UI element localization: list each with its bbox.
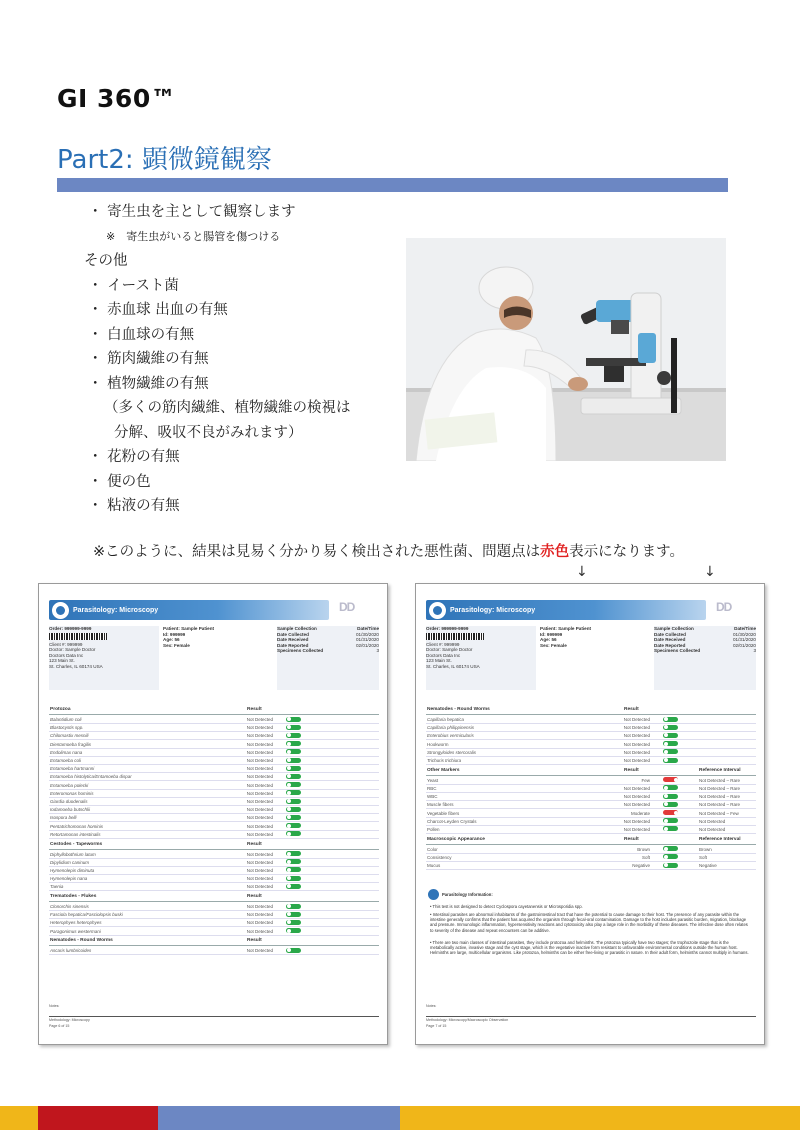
- barcode-icon: [426, 633, 484, 640]
- result-value: Not Detected: [623, 717, 650, 722]
- table-row: [49, 947, 379, 956]
- result-value: Brown: [637, 846, 650, 852]
- organism-name: Hymenolepis nana: [50, 876, 88, 882]
- barcode-icon: [49, 633, 107, 640]
- reference-interval: Not Detected: [699, 818, 726, 824]
- info-title: Parasitology Information:: [442, 892, 493, 897]
- organism-name: Strongyloides stercoralis: [427, 749, 477, 755]
- brand-logo: DD: [339, 600, 355, 614]
- methodology: Methodology: Microscopy/Macroscopic Observation: [426, 1018, 509, 1022]
- flag-normal-icon: [286, 815, 301, 820]
- list-item: ・ 寄生虫を主として観察します: [88, 204, 296, 220]
- report-page-right: [415, 583, 765, 1045]
- flag-normal-icon: [286, 807, 301, 812]
- reference-interval: Negative: [699, 863, 717, 868]
- feature-list: [84, 200, 408, 519]
- flag-normal-icon: [663, 794, 678, 799]
- page-title: GI 360™: [57, 84, 177, 113]
- report-page-left: [38, 583, 388, 1045]
- result-value: Not Detected: [246, 867, 273, 873]
- report-title: Parasitology: Microscopy: [73, 607, 159, 614]
- organism-name: Diphyllobothrium latum: [50, 851, 96, 857]
- organism-name: Trichuris trichiura: [427, 758, 462, 763]
- footer-stripe-yellow: [0, 1106, 38, 1130]
- report-title: Parasitology: Microscopy: [450, 607, 536, 614]
- result-column-header: Result: [624, 836, 639, 842]
- result-value: Not Detected: [623, 802, 650, 808]
- list-item-continuation: 分解、吸収不良がみれます）: [114, 424, 303, 441]
- section-title: Protozoa: [50, 707, 71, 712]
- table-row: [49, 883, 379, 892]
- list-item: ・ 赤血球 出血の有無: [88, 302, 228, 318]
- callout-text: ※このように、結果は見易く分かり易く検出された悪性菌、問題点は赤色表示になります。: [93, 544, 684, 560]
- arrow-down-icon: ↓: [704, 564, 716, 580]
- reference-interval: Soft: [699, 854, 708, 860]
- collection-block: Sample Collection Date/Time Date Collected 01/30/2020 Date Received 01/31/2020 Date Reported 02/01/2020 Specimens Collected 3: [277, 626, 379, 690]
- table-row: [426, 862, 756, 871]
- reference-interval: Not Detected – Rare: [699, 785, 741, 791]
- flag-normal-icon: [286, 876, 301, 881]
- result-value: Not Detected: [623, 725, 650, 731]
- flag-normal-icon: [663, 818, 678, 823]
- page-number: Page 6 of 15: [49, 1024, 70, 1028]
- organism-name: RBC: [427, 785, 437, 791]
- flag-normal-icon: [286, 717, 301, 722]
- result-column-header: Result: [624, 707, 639, 712]
- section-title: Cestodes - Tapeworms: [50, 841, 103, 847]
- list-item: ・ イースト菌: [88, 277, 179, 294]
- result-value: Not Detected: [246, 851, 273, 857]
- footer-stripe-yellow: [400, 1106, 800, 1130]
- result-value: Not Detected: [246, 766, 273, 772]
- organism-name: Capillaria hepatica: [427, 717, 465, 722]
- section-title: Nematodes - Round Worms: [50, 938, 113, 944]
- patient-block: Patient: Sample Patient Id: 999999 Age: 56 Sex: Female: [163, 626, 273, 690]
- callout-red-word: 赤色: [540, 544, 570, 560]
- list-item: ・ 筋肉繊維の有無: [88, 351, 209, 367]
- result-value: Not Detected: [246, 884, 273, 890]
- flag-normal-icon: [663, 725, 678, 730]
- reference-column-header: Reference Interval: [699, 836, 741, 842]
- section-header: [49, 893, 379, 902]
- result-column-header: Result: [247, 707, 262, 712]
- flag-normal-icon: [286, 884, 301, 889]
- flag-normal-icon: [663, 863, 678, 868]
- footer-divider: [426, 1016, 756, 1017]
- section-title: Nematodes - Round Worms: [427, 707, 490, 712]
- result-value: Not Detected: [246, 774, 273, 780]
- result-value: Not Detected: [623, 749, 650, 755]
- result-column-header: Result: [247, 841, 262, 847]
- lab-logo-icon: [428, 601, 447, 620]
- organism-name: Giardia duodenalis: [50, 799, 88, 804]
- result-value: Not Detected: [246, 859, 273, 865]
- organism-name: Consistency: [427, 854, 452, 860]
- organism-name: Fasciola hepatica/Fasciolopsis buski: [50, 912, 123, 918]
- patient-block: Patient: Sample Patient Id: 999999 Age: 56 Sex: Female: [540, 626, 650, 690]
- organism-name: Mucus: [427, 863, 441, 868]
- list-item: ・ 花粉の有無: [88, 449, 180, 465]
- organism-name: Enteromonas hominis: [50, 790, 94, 796]
- flag-normal-icon: [286, 851, 301, 856]
- result-value: Negative: [632, 863, 650, 868]
- organism-name: Entamoeba histolytica/Entamoeba dispar: [50, 774, 132, 780]
- list-heading: その他: [84, 253, 128, 269]
- result-value: Not Detected: [246, 815, 273, 821]
- flag-normal-icon: [286, 823, 301, 828]
- organism-name: Vegetable fibers: [427, 810, 460, 816]
- flag-normal-icon: [663, 733, 678, 738]
- flag-normal-icon: [286, 782, 301, 787]
- organism-name: Color: [427, 846, 438, 852]
- result-value: Not Detected: [246, 799, 273, 804]
- organism-name: Iodamoeba butschlii: [50, 807, 91, 813]
- reference-column-header: Reference Interval: [699, 767, 741, 773]
- page-number: Page 7 of 15: [426, 1024, 447, 1028]
- result-value: Not Detected: [246, 717, 273, 722]
- brand-logo: DD: [716, 600, 732, 614]
- organism-name: Pollen: [427, 826, 440, 832]
- result-value: Not Detected: [623, 741, 650, 747]
- list-item: ・ 粘液の有無: [88, 498, 180, 514]
- result-value: Not Detected: [246, 948, 273, 954]
- result-value: Not Detected: [246, 920, 273, 926]
- organism-name: Entamoeba coli: [50, 758, 82, 763]
- flag-normal-icon: [286, 912, 301, 917]
- result-value: Not Detected: [246, 782, 273, 788]
- organism-name: Endolimax nana: [50, 749, 83, 755]
- section-title: Other Markers: [427, 767, 460, 773]
- result-value: Not Detected: [246, 733, 273, 739]
- flag-normal-icon: [286, 831, 301, 836]
- flag-normal-icon: [286, 758, 301, 763]
- reference-interval: Brown: [699, 846, 712, 852]
- organism-name: Heterophyes heterophyes: [50, 920, 102, 926]
- section-title: Trematodes - Flukes: [50, 894, 97, 899]
- result-value: Not Detected: [623, 818, 650, 824]
- organism-name: Yeast: [427, 777, 439, 783]
- section-header: [49, 937, 379, 946]
- lab-logo-icon: [51, 601, 70, 620]
- flag-normal-icon: [663, 785, 678, 790]
- result-value: Not Detected: [246, 823, 273, 829]
- flag-normal-icon: [286, 741, 301, 746]
- flag-normal-icon: [286, 799, 301, 804]
- footer-stripe-red: [38, 1106, 158, 1130]
- flag-normal-icon: [663, 758, 678, 763]
- result-value: Soft: [641, 854, 650, 860]
- order-block: Order: 999999-9999 Client #: 999999 Doctor: Sample Doctor Doctors Data Inc 123 Main St. St. Charles, IL 60174 USA: [426, 626, 536, 690]
- result-value: Not Detected: [623, 826, 650, 832]
- organism-name: Dipylidium caninum: [50, 859, 90, 865]
- flag-abnormal-icon: [663, 777, 678, 782]
- result-value: Not Detected: [623, 758, 650, 763]
- table-row: [49, 830, 379, 839]
- result-column-header: Result: [247, 938, 262, 944]
- flag-normal-icon: [286, 859, 301, 864]
- flag-normal-icon: [286, 749, 301, 754]
- organism-name: Balantidium coli: [50, 717, 82, 722]
- flag-normal-icon: [663, 717, 678, 722]
- organism-name: Ascaris lumbricoides: [50, 948, 92, 954]
- flag-normal-icon: [663, 826, 678, 831]
- organism-name: Dientamoeba fragilis: [50, 741, 92, 747]
- reference-interval: Not Detected – Few: [699, 810, 739, 816]
- flag-normal-icon: [663, 749, 678, 754]
- result-value: Not Detected: [246, 741, 273, 747]
- result-value: Not Detected: [246, 831, 273, 837]
- microscope-illustration: [406, 238, 726, 461]
- reference-interval: Not Detected: [699, 826, 726, 832]
- section-title: Macroscopic Appearance: [427, 836, 485, 842]
- page-subtitle: Part2: 顕微鏡観察: [57, 145, 272, 175]
- order-block: Order: 999999-9999 Client #: 999999 Doctor: Sample Doctor Doctors Data Inc 123 Main St. St. Charles, IL 60174 USA: [49, 626, 159, 690]
- result-value: Not Detected: [246, 904, 273, 909]
- result-value: Not Detected: [623, 733, 650, 739]
- flag-normal-icon: [286, 774, 301, 779]
- list-item: ・ 便の色: [88, 473, 151, 490]
- result-value: Moderate: [630, 810, 650, 816]
- organism-name: Muscle fibers: [427, 802, 454, 808]
- organism-name: Entamoeba polecki: [50, 782, 89, 788]
- result-value: Not Detected: [246, 758, 273, 763]
- footer-divider: [49, 1016, 379, 1017]
- list-item-continuation: （多くの筋肉繊維、植物繊維の検視は: [104, 400, 351, 416]
- organism-name: Paragonimus westermani: [50, 928, 101, 934]
- result-value: Not Detected: [246, 790, 273, 796]
- section-header: [49, 841, 379, 850]
- flag-abnormal-icon: [663, 810, 678, 815]
- result-value: Not Detected: [246, 912, 273, 918]
- flag-normal-icon: [286, 733, 301, 738]
- table-row: [426, 757, 756, 766]
- collection-block: Sample Collection Date/Time Date Collected 01/30/2020 Date Received 01/31/2020 Date Reported 02/01/2020 Specimens Collected 3: [654, 626, 756, 690]
- section-header: [426, 767, 756, 776]
- notes-label: Notes:: [426, 1004, 437, 1008]
- organism-name: Hymenolepis diminuta: [50, 867, 95, 873]
- arrow-down-icon: ↓: [576, 564, 588, 580]
- list-item: ・ 白血球の有無: [88, 326, 195, 343]
- result-value: Not Detected: [246, 876, 273, 882]
- methodology: Methodology: Microscopy: [49, 1018, 90, 1022]
- organism-name: Entamoeba hartmanni: [50, 766, 95, 772]
- organism-name: Charcot-Leyden Crystals: [427, 818, 477, 824]
- result-value: Not Detected: [623, 794, 650, 800]
- result-value: Not Detected: [623, 785, 650, 791]
- organism-name: Taenia: [50, 884, 64, 890]
- flag-normal-icon: [286, 867, 301, 872]
- info-logo-icon: [428, 889, 439, 900]
- flag-normal-icon: [286, 790, 301, 795]
- microscope-photo: [406, 238, 726, 461]
- flag-normal-icon: [286, 725, 301, 730]
- organism-name: Chilomastix mesnili: [50, 733, 89, 739]
- reference-interval: Not Detected – Rare: [699, 802, 741, 808]
- flag-normal-icon: [663, 741, 678, 746]
- result-value: Few: [641, 777, 650, 783]
- organism-name: Capillaria philippinensis: [427, 725, 475, 731]
- footer-stripe-blue: [158, 1106, 400, 1130]
- organism-name: Blastocystis spp.: [50, 725, 84, 731]
- organism-name: Hookworm: [427, 741, 449, 747]
- notes-label: Notes:: [49, 1004, 60, 1008]
- organism-name: Clonorchis sinensis: [50, 904, 89, 909]
- info-point: • Intestinal parasites are abnormal inhabitants of the gastrointestinal tract that have the potential to cause damage to their host. The presence of any parasite within the intestine generally confirms that the patient has acquired the organism through fecal-oral contamination. Damage to the host includes parasitic burden, migration, blockage and pressure. Immunologic inflammation, hypersensitivity reactions and cytotoxicity also play a large role in the morbidity of these diseases. The infective dose often relates to severity of the disease and repeat encounters can be additive.: [430, 912, 748, 933]
- info-point: • This test is not designed to detect Cyclospora cayetanensis or Microsporidia spp.: [430, 904, 583, 909]
- flag-normal-icon: [286, 928, 301, 933]
- flag-normal-icon: [663, 802, 678, 807]
- organism-name: Retortamonas intestinalis: [50, 831, 101, 837]
- table-row: [426, 825, 756, 834]
- title-divider-bar: [57, 178, 728, 192]
- flag-normal-icon: [663, 846, 678, 851]
- result-value: Not Detected: [246, 725, 273, 731]
- flag-normal-icon: [286, 920, 301, 925]
- result-column-header: Result: [247, 894, 262, 899]
- section-header: [426, 836, 756, 845]
- list-note: ※ 寄生虫がいると腸管を傷つける: [106, 229, 281, 243]
- organism-name: Isospora belli: [50, 815, 77, 821]
- table-row: [49, 927, 379, 936]
- flag-normal-icon: [286, 766, 301, 771]
- info-point: • There are two main classes of intestinal parasites, they include protozoa and helminths. The protozoa typically have two stages; the trophozoite stage that is the metabolically active, invasive stage and the cyst stage, which is the vegetative inactive form resistant to unfavorable environmental conditions outside the human host. Helminths are large, multicellular organisms. Like protozoa, helminths can be either free-living or parasitic in nature. In their adult form, helminths cannot multiply in humans.: [430, 940, 749, 956]
- flag-normal-icon: [286, 904, 301, 909]
- organism-name: WBC: [427, 794, 438, 800]
- result-value: Not Detected: [246, 749, 273, 755]
- reference-interval: Not Detected – Rare: [699, 777, 741, 783]
- result-value: Not Detected: [246, 807, 273, 813]
- result-column-header: Result: [624, 767, 639, 773]
- organism-name: Pentatrichomonas hominis: [50, 823, 104, 829]
- result-value: Not Detected: [246, 928, 273, 934]
- reference-interval: Not Detected – Rare: [699, 794, 741, 800]
- section-header: [49, 706, 379, 715]
- section-header: [426, 706, 756, 715]
- list-item: ・ 植物繊維の有無: [88, 375, 209, 392]
- flag-normal-icon: [663, 854, 678, 859]
- organism-name: Enterobius vermicularis: [427, 733, 474, 739]
- flag-normal-icon: [286, 948, 301, 953]
